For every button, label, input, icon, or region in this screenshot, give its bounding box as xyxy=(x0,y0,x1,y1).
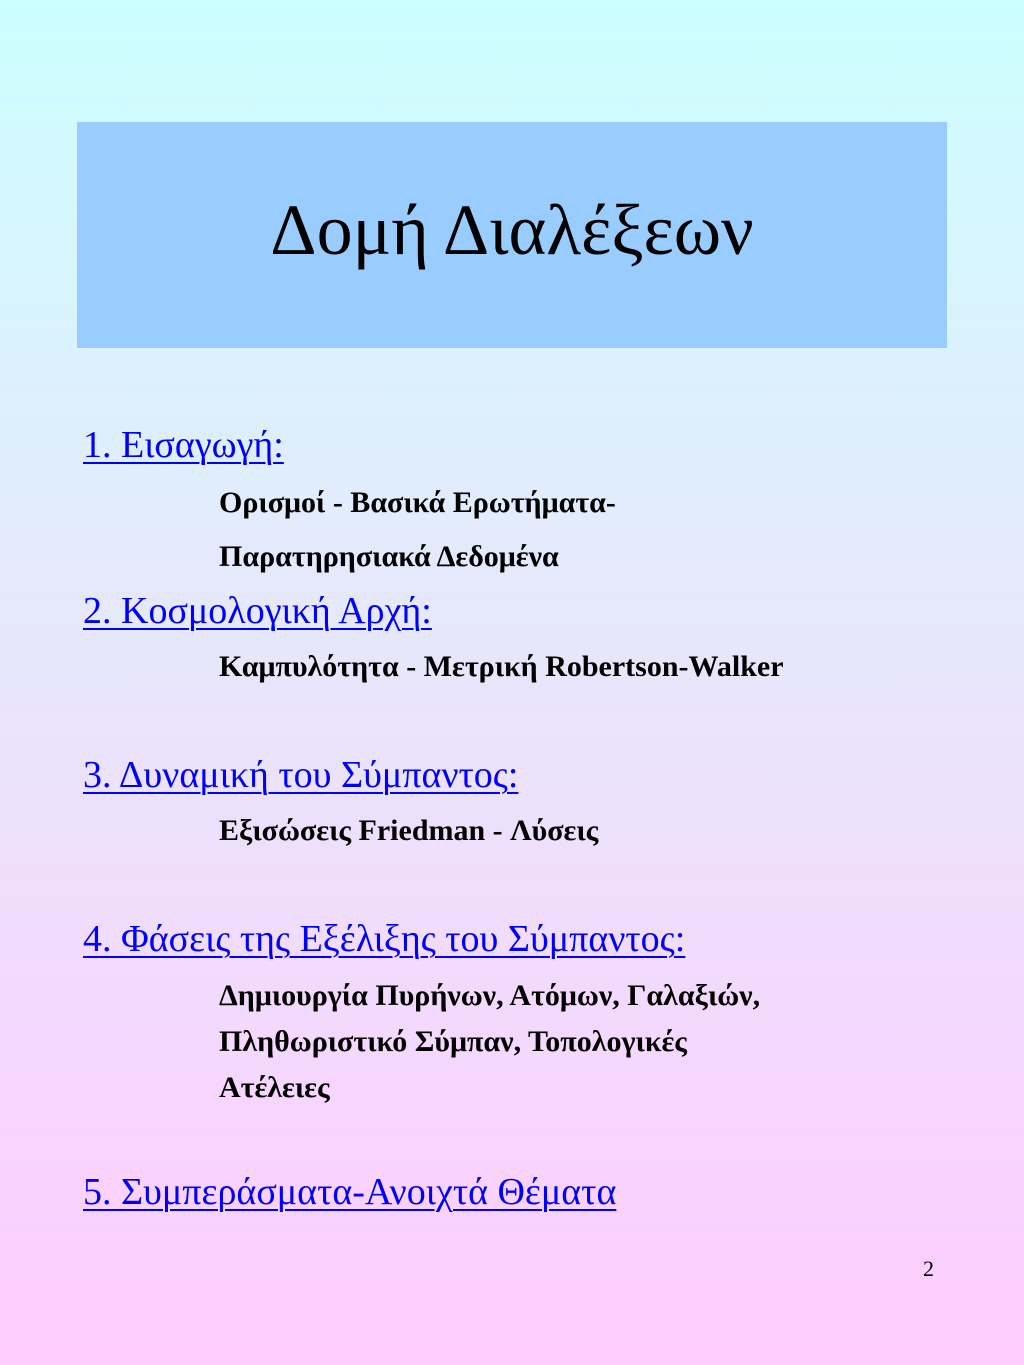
item-1-line-1: Ορισμοί - Βασικά Ερωτήματα- xyxy=(219,486,616,519)
item-5-link[interactable]: 5. Συμπεράσματα-Ανοιχτά Θέματα xyxy=(83,1171,617,1213)
item-1-line-2: Παρατηρησιακά Δεδομένα xyxy=(219,540,559,573)
page-number: 2 xyxy=(923,1256,934,1281)
title-box xyxy=(77,122,947,348)
item-2-link[interactable]: 2. Κοσμολογική Αρχή: xyxy=(83,590,432,632)
item-1-link[interactable]: 1. Εισαγωγή: xyxy=(83,424,284,466)
item-2-line-1: Καμπυλότητα - Μετρική Robertson-Walker xyxy=(219,650,784,683)
item-4-link[interactable]: 4. Φάσεις της Εξέλιξης του Σύμπαντος: xyxy=(83,918,686,960)
item-4-line-3: Ατέλειες xyxy=(219,1071,330,1104)
item-3-line-1: Εξισώσεις Friedman - Λύσεις xyxy=(219,814,599,847)
slide-title: Δομή Διαλέξεων xyxy=(270,190,754,270)
item-3-link[interactable]: 3. Δυναμική του Σύμπαντος: xyxy=(83,754,519,796)
item-4-line-2: Πληθωριστικό Σύμπαν, Τοπολογικές xyxy=(219,1025,687,1058)
item-4-line-1: Δημιουργία Πυρήνων, Ατόμων, Γαλαξιών, xyxy=(219,979,761,1012)
